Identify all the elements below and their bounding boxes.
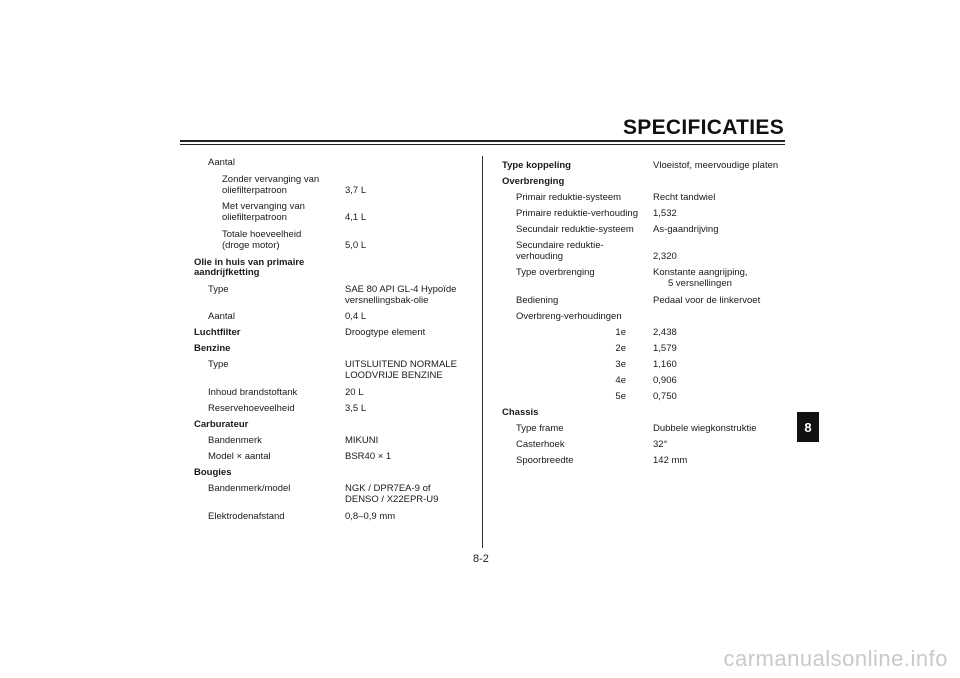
olie-type-value-2: versnellingsbak-olie [345,295,429,306]
olie-type-label: Type [208,284,229,295]
olie-heading-2: aandrijfketting [194,267,260,278]
aantal-label: Aantal [208,157,235,168]
gear-value: 0,906 [653,375,677,386]
overbrenging-type-label: Type overbrenging [516,267,595,278]
sec-verh-label-2: verhouding [516,251,564,262]
overbrenging-heading: Overbrenging [502,176,565,187]
carb-model-value: BSR40 × 1 [345,451,392,462]
bougie-merk-label: Bandenmerk/model [208,483,291,494]
carb-model-label: Model × aantal [208,451,271,462]
frame-value: Dubbele wiegkonstruktie [653,423,757,434]
elektrode-label: Elektrodenafstand [208,511,285,522]
caster-value: 32° [653,439,668,450]
koppeling-heading: Type koppeling [502,160,571,171]
totale-label-2: (droge motor) [222,240,280,251]
spoor-label: Spoorbreedte [516,455,574,466]
header-rule-thin [180,144,785,145]
totale-label-1: Totale hoeveelheid [222,229,302,240]
zonder-label-1: Zonder vervanging van [222,174,320,185]
zonder-value: 3,7 L [345,185,367,196]
olie-type-value-1: SAE 80 API GL-4 Hypoïde [345,284,457,295]
prim-verh-value: 1,532 [653,208,677,219]
benzine-heading: Benzine [194,343,231,354]
prim-verh-label: Primaire reduktie-verhouding [516,208,638,219]
totale-value: 5,0 L [345,240,367,251]
sec-verh-value: 2,320 [653,251,677,262]
sec-sys-value: As-gaandrijving [653,224,719,235]
koppeling-value: Vloeistof, meervoudige platen [653,160,779,171]
benzine-type-label: Type [208,359,229,370]
elektrode-value: 0,8–0,9 mm [345,511,396,522]
met-value: 4,1 L [345,212,367,223]
gear-label: 5e [615,391,626,402]
met-label-2: oliefilterpatroon [222,212,287,223]
prim-sys-value: Recht tandwiel [653,192,716,203]
caster-label: Casterhoek [516,439,565,450]
gear-label: 4e [615,375,626,386]
header-rule-thick [180,140,785,142]
gear-label: 2e [615,343,626,354]
carb-merk-value: MIKUNI [345,435,379,446]
spoor-value: 142 mm [653,455,688,466]
prim-sys-label: Primair reduktie-systeem [516,192,622,203]
gear-value: 1,579 [653,343,677,354]
overbrenging-type-value-1: Konstante aangrijping, [653,267,748,278]
chapter-tab[interactable]: 8 [797,412,819,442]
gear-value: 0,750 [653,391,677,402]
carburateur-heading: Carburateur [194,419,249,430]
bediening-label: Bediening [516,295,559,306]
benzine-type-value-1: UITSLUITEND NORMALE [345,359,457,370]
tank-label: Inhoud brandstoftank [208,387,298,398]
sec-sys-label: Secundair reduktie-systeem [516,224,634,235]
sec-verh-label-1: Secundaire reduktie- [516,240,604,251]
page-title: SPECIFICATIES [622,116,784,139]
bediening-value: Pedaal voor de linkervoet [653,295,761,306]
bougies-heading: Bougies [194,467,232,478]
zonder-label-2: oliefilterpatroon [222,185,287,196]
carb-merk-label: Bandenmerk [208,435,262,446]
luchtfilter-heading: Luchtfilter [194,327,241,338]
gear-value: 1,160 [653,359,677,370]
watermark: carmanualsonline.info [723,646,948,671]
reserve-value: 3,5 L [345,403,367,414]
bougie-merk-value-1: NGK / DPR7EA-9 of [345,483,431,494]
gear-label: 3e [615,359,626,370]
luchtfilter-value: Droogtype element [345,327,426,338]
bougie-merk-value-2: DENSO / X22EPR-U9 [345,494,439,505]
chassis-heading: Chassis [502,407,539,418]
benzine-type-value-2: LOODVRIJE BENZINE [345,370,443,381]
page-number: 8-2 [473,553,489,565]
olie-aantal-value: 0,4 L [345,311,367,322]
gear-label: 1e [615,327,626,338]
tank-value: 20 L [345,387,364,398]
verhoudingen-label: Overbreng-verhoudingen [516,311,622,322]
olie-aantal-label: Aantal [208,311,235,322]
column-divider [482,156,483,548]
met-label-1: Met vervanging van [222,201,305,212]
frame-label: Type frame [516,423,564,434]
overbrenging-type-value-2: 5 versnellingen [668,278,732,289]
reserve-label: Reservehoeveelheid [208,403,295,414]
gear-value: 2,438 [653,327,677,338]
olie-heading-1: Olie in huis van primaire [194,257,305,268]
